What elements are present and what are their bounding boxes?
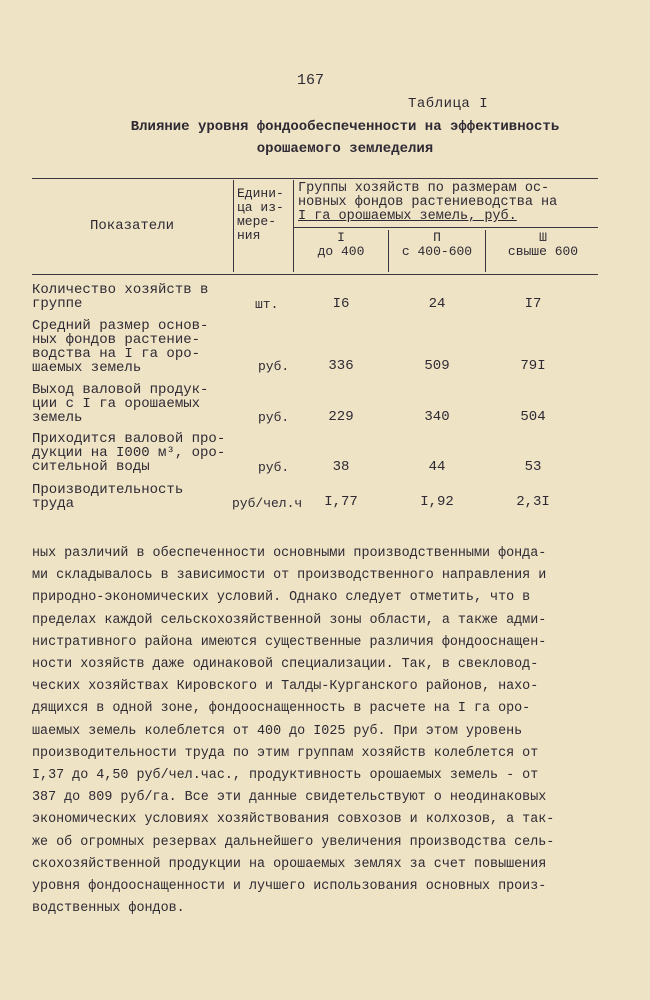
row-label-line: сительной воды	[32, 459, 150, 475]
cell-value: 2,3I	[516, 494, 550, 510]
col-separator-groups	[293, 180, 294, 272]
group-range: свыше 600	[507, 244, 579, 259]
row-label-line: труда	[32, 496, 75, 512]
header-groups-line: новных фондов растениеводства на	[298, 195, 558, 210]
cell-value: 24	[428, 296, 446, 312]
header-unit-line: мере-	[237, 214, 277, 229]
col-separator-group-2	[388, 230, 389, 272]
row-unit: шт.	[255, 297, 279, 312]
cell-value: 340	[424, 409, 450, 425]
group-header-rule	[293, 227, 598, 228]
cell-value: 53	[524, 459, 542, 475]
header-groups	[298, 182, 557, 224]
row-label-line: Выход валовой продук-	[32, 382, 209, 398]
group-range: до 400	[317, 244, 365, 259]
group-roman: I	[337, 230, 345, 245]
cell-value: 504	[520, 409, 546, 425]
row-unit: руб.	[258, 460, 290, 475]
body-line: водственных фондов.	[32, 901, 185, 917]
body-line: ных различий в обеспеченности основными производственными фонда-	[32, 546, 547, 561]
row-label-line: ных фондов растение-	[32, 332, 201, 348]
table-header-rule	[32, 274, 598, 275]
col-separator-unit	[233, 180, 234, 272]
cell-value: 44	[428, 459, 446, 475]
row-label-line: земель	[32, 410, 83, 426]
header-groups-line: Группы хозяйств по размерам ос-	[298, 181, 550, 196]
group-range: с 400-600	[401, 244, 473, 259]
body-paragraph	[32, 543, 632, 920]
group-roman: П	[433, 230, 441, 245]
body-line: ности хозяйств даже одинаковой специализации. Так, в свекловод-	[32, 657, 539, 673]
row-label-line: Средний размер основ-	[32, 318, 209, 334]
cell-value: I7	[524, 296, 542, 312]
row-label-line: дукции на I000 м³, оро-	[32, 445, 226, 461]
body-line: 387 до 809 руб/га. Все эти данные свидетельствуют о неодинаковых	[32, 790, 547, 806]
row-label-labor-productivity	[32, 483, 232, 511]
cell-value: 229	[328, 409, 354, 425]
table-title-line-2: орошаемого земледелия	[256, 141, 434, 157]
row-label-line: Производительность	[32, 482, 184, 498]
table-label: Таблица I	[408, 96, 489, 112]
body-line: уровня фондооснащенности и лучшего использования основных произ-	[32, 879, 547, 895]
body-line: скохозяйственной продукции на орошаемых землях за счет повышения	[32, 856, 547, 872]
group-roman: Ш	[539, 230, 547, 245]
row-label-line: Количество хозяйств в	[32, 282, 209, 298]
row-unit: руб.	[258, 410, 290, 425]
row-label-avg-fixed-assets	[32, 319, 232, 375]
page-number: 167	[297, 72, 325, 89]
cell-value: 336	[328, 358, 354, 374]
row-label-line: шаемых земель	[32, 360, 142, 376]
body-line: I,37 до 4,50 руб/чел.час., продуктивность орошаемых земель - от	[32, 768, 539, 784]
body-line: дящихся в одной зоне, фондооснащенность в расчете на I га оро-	[32, 701, 531, 717]
table-top-rule	[32, 178, 598, 179]
body-line: шаемых земель колеблется от 400 до I025 руб. При этом уровень	[32, 723, 523, 739]
body-line: же об огромных резервах дальнейшего увеличения производства сель-	[32, 834, 555, 850]
row-unit: руб.	[258, 359, 290, 374]
row-label-farm-count	[32, 283, 232, 311]
body-line: производительности труда по этим группам хозяйств колеблется от	[32, 745, 539, 761]
row-label-output-per-water	[32, 432, 232, 474]
body-line: ческих хозяйствах Кировского и Талды-Курганского районов, нахо-	[32, 679, 539, 695]
row-label-line: группе	[32, 296, 83, 312]
row-unit: руб/чел.ч	[232, 496, 303, 511]
body-line: ми складывалось в зависимости от производственного направления и	[32, 568, 547, 584]
body-line: природно-экономических условий. Однако следует отметить, что в	[32, 590, 531, 606]
cell-value: 79I	[520, 358, 546, 374]
header-indicators: Показатели	[90, 218, 175, 234]
cell-value: I,92	[420, 494, 454, 510]
header-unit	[237, 187, 284, 243]
cell-value: 38	[332, 459, 350, 475]
cell-value: I6	[332, 296, 350, 312]
group-col-1-header	[296, 231, 386, 259]
row-label-line: Приходится валовой про-	[32, 431, 226, 447]
body-line: нистративного района имеются существенные различия фондооснащен-	[32, 634, 547, 650]
row-label-line: ции с I га орошаемых	[32, 396, 201, 412]
body-line: пределах каждой сельскохозяйственной зоны области, а также адми-	[32, 612, 547, 628]
body-line: экономических условиях хозяйствования совхозов и колхозов, а так-	[32, 812, 555, 828]
header-unit-line: Едини-	[237, 186, 284, 201]
header-unit-line: ния	[237, 228, 261, 243]
group-col-2-header	[391, 231, 483, 259]
cell-value: 509	[424, 358, 450, 374]
row-label-line: водства на I га оро-	[32, 346, 201, 362]
col-separator-group-3	[485, 230, 486, 272]
group-col-3-header	[488, 231, 598, 259]
cell-value: I,77	[324, 494, 358, 510]
table-title-line-1: Влияние уровня фондообеспеченности на эффективность	[130, 119, 560, 135]
row-label-gross-output	[32, 383, 232, 425]
header-unit-line: ца из-	[237, 200, 284, 215]
header-groups-line: I га орошаемых земель, руб.	[298, 209, 517, 224]
